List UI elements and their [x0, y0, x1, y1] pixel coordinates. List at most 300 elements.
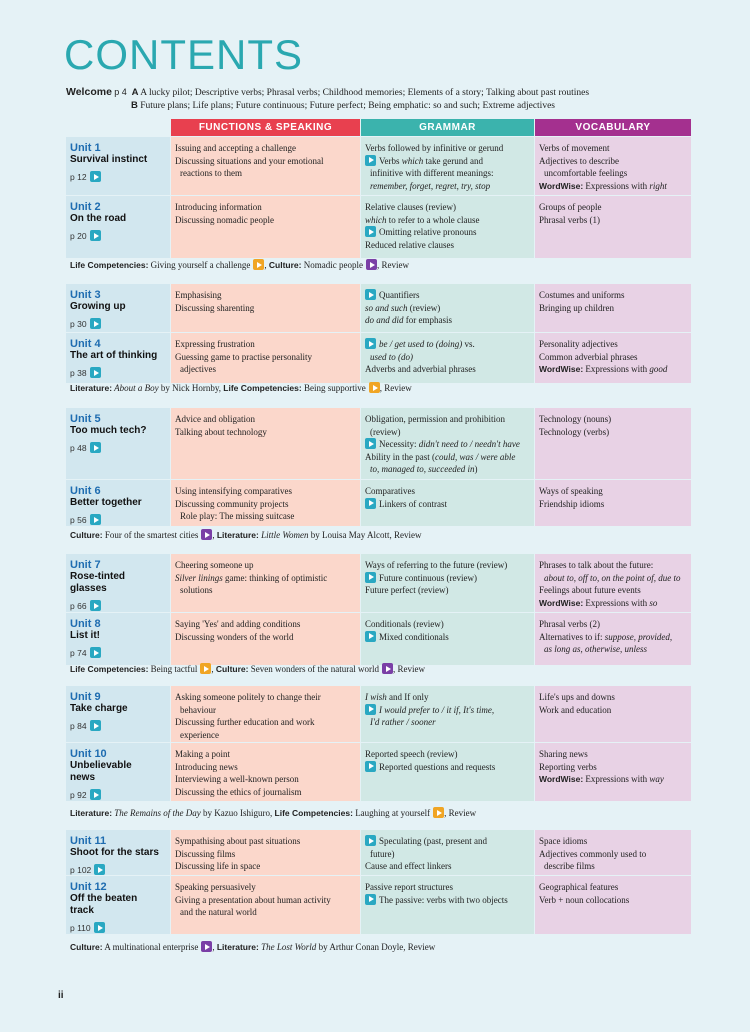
- unit-number: Unit 7: [70, 559, 101, 571]
- cell-line: Quantifiers: [365, 289, 530, 302]
- cell-line: Verbs which take gerund and: [365, 155, 530, 168]
- footer-label: Culture:: [70, 530, 103, 540]
- cell-line: WordWise: Expressions with good: [539, 364, 668, 374]
- video-play-icon[interactable]: [369, 382, 380, 393]
- cell-line: Making a point: [175, 749, 230, 759]
- grammar-cell: [361, 333, 534, 383]
- video-play-icon[interactable]: [253, 259, 264, 270]
- cell-line: uncomfortable feelings: [544, 168, 628, 178]
- cell-line: Ways of speaking: [539, 486, 603, 496]
- header-functions: FUNCTIONS & SPEAKING: [171, 119, 360, 136]
- functions-cell: [171, 480, 360, 526]
- video-play-icon[interactable]: [365, 438, 376, 449]
- unit-row: [66, 554, 691, 612]
- unit-row: [66, 480, 691, 526]
- footer-text: About a Boy: [112, 383, 159, 393]
- cell-line: Discussing the ethics of journalism: [175, 786, 302, 797]
- footer-label: Literature:: [70, 808, 113, 818]
- functions-cell: [171, 408, 360, 479]
- footer-text: Little Women: [258, 530, 309, 540]
- cell-line: WordWise: Expressions with so: [539, 597, 658, 608]
- cell-line: Emphasising: [175, 290, 222, 300]
- cell-line: Adverbs and adverbial phrases: [365, 364, 476, 374]
- footer-text: , Review: [379, 383, 412, 393]
- grammar-cell: [361, 137, 534, 195]
- cell-line: do and did for emphasis: [365, 315, 453, 325]
- footer-text: ,: [212, 942, 217, 952]
- cell-line: Interviewing a well-known person: [175, 774, 299, 784]
- functions-cell: [171, 137, 360, 195]
- cell-line: Discussing sharenting: [175, 302, 255, 313]
- welcome-b-text: Future plans; Life plans; Future continuous; Future perfect; Being emphatic: so and such; Extreme adjectives: [140, 100, 555, 111]
- cell-line: Linkers of contrast: [365, 498, 530, 511]
- unit-page-number: p 74: [70, 648, 87, 658]
- functions-cell: [171, 196, 360, 258]
- header-grammar: GRAMMAR: [361, 119, 534, 136]
- video-play-icon[interactable]: [365, 835, 376, 846]
- cell-line: Feelings about future events: [539, 585, 641, 595]
- cell-line: Adjectives to describe: [539, 155, 619, 166]
- unit-title: Take charge: [70, 703, 128, 714]
- footer-text: Giving yourself a challenge: [148, 260, 251, 270]
- wordwise-label: WordWise:: [539, 597, 584, 608]
- cell-line: Groups of people: [539, 202, 602, 212]
- cell-line: experience: [180, 729, 219, 740]
- cell-line: Silver linings game: thinking of optimistic: [175, 572, 328, 583]
- video-play-icon[interactable]: [90, 230, 101, 241]
- functions-cell: [171, 743, 360, 801]
- footer-label: Literature:: [70, 383, 113, 393]
- unit-page-number: p 12: [70, 172, 87, 182]
- vocabulary-cell: [535, 613, 691, 665]
- unit-title: news: [70, 772, 96, 783]
- unit-cell[interactable]: [66, 743, 170, 801]
- cell-line: Speculating (past, present and: [365, 835, 530, 848]
- cell-line: which to refer to a whole clause: [365, 214, 480, 225]
- unit-cell[interactable]: [66, 830, 170, 875]
- unit-number: Unit 9: [70, 691, 101, 703]
- unit-number: Unit 4: [70, 338, 101, 350]
- cell-line: Necessity: didn't need to / needn't have: [365, 438, 530, 451]
- unit-cell[interactable]: [66, 333, 170, 383]
- unit-row: [66, 196, 691, 258]
- footer-label: Culture:: [215, 664, 249, 674]
- unit-title: Too much tech?: [70, 425, 147, 436]
- unit-page-number: p 92: [70, 790, 87, 800]
- footer-text: ,: [264, 260, 269, 270]
- unit-title: glasses: [70, 583, 107, 594]
- cell-line: about to, off to, on the point of, due to: [544, 572, 681, 583]
- cell-line: future): [370, 848, 395, 859]
- functions-cell: [171, 876, 360, 934]
- vocabulary-cell: [535, 333, 691, 383]
- video-play-icon[interactable]: [90, 720, 101, 731]
- cell-line: Common adverbial phrases: [539, 351, 638, 362]
- cell-line: Discussing nomadic people: [175, 214, 274, 225]
- unit-number: Unit 6: [70, 485, 101, 497]
- cell-line: Reduced relative clauses: [365, 239, 454, 250]
- cell-line: and the natural world: [180, 907, 257, 917]
- unit-page: [70, 864, 166, 877]
- cell-line: Issuing and accepting a challenge: [175, 143, 296, 153]
- unit-number: Unit 2: [70, 201, 101, 213]
- video-play-icon[interactable]: [90, 647, 101, 658]
- grammar-cell: [361, 480, 534, 526]
- vocabulary-cell: [535, 284, 691, 332]
- functions-cell: [171, 613, 360, 665]
- unit-page: [70, 647, 166, 660]
- cell-line: Comparatives: [365, 486, 415, 496]
- unit-page-number: p 30: [70, 319, 87, 329]
- unit-number: Unit 1: [70, 142, 101, 154]
- video-play-icon[interactable]: [382, 663, 393, 674]
- cell-line: Saying 'Yes' and adding conditions: [175, 619, 301, 629]
- unit-cell[interactable]: [66, 613, 170, 665]
- cell-line: Guessing game to practise personality: [175, 351, 312, 362]
- footer-text: Seven wonders of the natural world: [248, 664, 379, 674]
- video-play-icon[interactable]: [365, 338, 376, 349]
- footer-text: Four of the smartest cities: [102, 530, 199, 540]
- footer-label: Culture:: [70, 942, 103, 952]
- cell-line: Cause and effect linkers: [365, 861, 452, 871]
- grammar-cell: [361, 613, 534, 665]
- unit-page: [70, 789, 166, 802]
- unit-page: [70, 922, 166, 935]
- unit-row: [66, 408, 691, 479]
- unit-page: [70, 318, 166, 331]
- unit-title: Shoot for the stars: [70, 847, 159, 858]
- footer-text: by Louisa May Alcott, Review: [308, 530, 422, 540]
- video-play-icon[interactable]: [365, 761, 376, 772]
- video-play-icon[interactable]: [90, 367, 101, 378]
- grammar-cell: [361, 554, 534, 612]
- video-play-icon[interactable]: [365, 155, 376, 166]
- video-play-icon[interactable]: [365, 894, 376, 905]
- cell-line: Reporting verbs: [539, 761, 597, 772]
- unit-title: Survival instinct: [70, 154, 148, 165]
- grammar-cell: [361, 408, 534, 479]
- unit-page: [70, 514, 166, 527]
- footer-text: A multinational enterprise: [102, 942, 199, 952]
- vocabulary-cell: [535, 686, 691, 742]
- unit-cell[interactable]: [66, 554, 170, 612]
- cell-line: solutions: [180, 585, 213, 595]
- footer-text: ,: [212, 530, 217, 540]
- vocabulary-cell: [535, 554, 691, 612]
- welcome-section: [66, 86, 589, 112]
- cell-line: Discussing wonders of the world: [175, 631, 294, 642]
- footer-text: , Review: [444, 808, 477, 818]
- cell-line: WordWise: Expressions with right: [539, 180, 667, 191]
- section-footer: [70, 941, 435, 953]
- unit-row: [66, 686, 691, 742]
- cell-line: Space idioms: [539, 836, 588, 846]
- footer-label: Life Competencies:: [70, 260, 149, 270]
- grammar-cell: [361, 686, 534, 742]
- cell-line: Introducing information: [175, 202, 262, 212]
- cell-line: Using intensifying comparatives: [175, 486, 292, 496]
- cell-line: I would prefer to / it if, It's time,: [365, 704, 530, 717]
- vocabulary-cell: [535, 408, 691, 479]
- cell-line: Work and education: [539, 704, 612, 715]
- cell-line: remember, forget, regret, try, stop: [370, 180, 491, 191]
- grammar-cell: [361, 284, 534, 332]
- cell-line: so and such (review): [365, 302, 441, 313]
- unit-cell[interactable]: [66, 284, 170, 332]
- cell-line: The passive: verbs with two objects: [365, 894, 530, 907]
- unit-title: On the road: [70, 213, 127, 224]
- cell-line: Life's ups and downs: [539, 692, 615, 702]
- video-play-icon[interactable]: [94, 922, 105, 933]
- unit-cell[interactable]: [66, 196, 170, 258]
- cell-line: Asking someone politely to change their: [175, 692, 321, 702]
- unit-row: [66, 830, 691, 875]
- unit-page-number: p 38: [70, 368, 87, 378]
- unit-page-number: p 66: [70, 601, 87, 611]
- cell-line: Sharing news: [539, 749, 588, 759]
- video-play-icon[interactable]: [200, 663, 211, 674]
- cell-line: used to (do): [370, 351, 413, 362]
- cell-line: reactions to them: [180, 168, 242, 178]
- cell-line: WordWise: Expressions with way: [539, 774, 664, 784]
- cell-line: Reported speech (review): [365, 749, 458, 759]
- cell-line: Expressing frustration: [175, 339, 255, 349]
- functions-cell: [171, 554, 360, 612]
- cell-line: Discussing films: [175, 848, 236, 859]
- grammar-cell: [361, 743, 534, 801]
- welcome-a-letter: A: [131, 87, 139, 98]
- unit-page: [70, 171, 166, 184]
- footer-label: Literature:: [216, 530, 259, 540]
- video-play-icon[interactable]: [94, 864, 105, 875]
- video-play-icon[interactable]: [201, 941, 212, 952]
- cell-line: Giving a presentation about human activity: [175, 894, 331, 905]
- cell-line: be / get used to (doing) vs.: [365, 338, 530, 351]
- cell-line: adjectives: [180, 364, 216, 374]
- unit-row: [66, 333, 691, 383]
- cell-line: Verbs followed by infinitive or gerund: [365, 143, 504, 153]
- functions-cell: [171, 333, 360, 383]
- cell-line: Sympathising about past situations: [175, 836, 301, 846]
- video-play-icon[interactable]: [365, 498, 376, 509]
- cell-line: Future perfect (review): [365, 585, 449, 595]
- video-play-icon[interactable]: [90, 442, 101, 453]
- cell-line: Phrasal verbs (1): [539, 214, 600, 225]
- unit-page: [70, 230, 166, 243]
- unit-row: [66, 613, 691, 665]
- welcome-page: p 4: [114, 87, 127, 97]
- section-footer: [70, 259, 409, 271]
- cell-line: Alternatives to if: suppose, provided,: [539, 631, 673, 642]
- footer-text: by Nick Hornby,: [158, 383, 224, 393]
- cell-line: Talking about technology: [175, 426, 267, 437]
- footer-text: The Remains of the Day: [112, 808, 201, 818]
- header-vocabulary: VOCABULARY: [535, 119, 691, 136]
- footer-text: , Review: [392, 664, 425, 674]
- cell-line: Geographical features: [539, 882, 619, 892]
- cell-line: Speaking persuasively: [175, 882, 256, 892]
- grammar-cell: [361, 830, 534, 875]
- cell-line: Discussing situations and your emotional: [175, 155, 324, 166]
- welcome-a-text: A lucky pilot; Descriptive verbs; Phrasal verbs; Childhood memories; Elements of a story; Talking about past routines: [140, 88, 590, 98]
- cell-line: describe films: [544, 861, 595, 871]
- cell-line: Ways of referring to the future (review): [365, 560, 508, 570]
- cell-line: Introducing news: [175, 761, 238, 772]
- footer-text: by Arthur Conan Doyle, Review: [316, 942, 436, 952]
- functions-cell: [171, 284, 360, 332]
- cell-line: I'd rather / sooner: [370, 717, 436, 727]
- unit-title: List it!: [70, 630, 100, 641]
- grammar-cell: [361, 196, 534, 258]
- cell-line: Costumes and uniforms: [539, 290, 625, 300]
- unit-page-number: p 20: [70, 231, 87, 241]
- unit-page: [70, 367, 166, 380]
- cell-line: behaviour: [180, 704, 216, 715]
- unit-page: [70, 600, 166, 613]
- cell-line: Reported questions and requests: [365, 761, 530, 774]
- cell-line: Future continuous (review): [365, 572, 530, 585]
- unit-number: Unit 5: [70, 413, 101, 425]
- unit-page-number: p 48: [70, 443, 87, 453]
- cell-line: Phrases to talk about the future:: [539, 560, 654, 570]
- cell-line: Advice and obligation: [175, 414, 255, 424]
- unit-row: [66, 284, 691, 332]
- footer-text: by Kazuo Ishiguro,: [200, 808, 275, 818]
- cell-line: Obligation, permission and prohibition: [365, 414, 505, 424]
- video-play-icon[interactable]: [90, 318, 101, 329]
- vocabulary-cell: [535, 196, 691, 258]
- unit-page: [70, 720, 166, 733]
- video-play-icon[interactable]: [366, 259, 377, 270]
- footer-text: Being supportive: [301, 383, 366, 393]
- unit-row: [66, 876, 691, 934]
- unit-cell[interactable]: [66, 408, 170, 479]
- unit-number: Unit 8: [70, 618, 101, 630]
- footer-text: Nomadic people: [301, 260, 363, 270]
- cell-line: Verbs of movement: [539, 143, 610, 153]
- unit-title: The art of thinking: [70, 350, 158, 361]
- unit-number: Unit 11: [70, 835, 107, 847]
- video-play-icon[interactable]: [365, 572, 376, 583]
- video-play-icon[interactable]: [90, 514, 101, 525]
- footer-text: The Lost World: [258, 942, 317, 952]
- cell-line: to, managed to, succeeded in): [370, 464, 478, 474]
- footer-text: ,: [211, 664, 216, 674]
- vocabulary-cell: [535, 830, 691, 875]
- cell-line: Relative clauses (review): [365, 202, 456, 212]
- cell-line: Verb + noun collocations: [539, 894, 630, 905]
- unit-number: Unit 3: [70, 289, 101, 301]
- section-footer: [70, 807, 476, 819]
- vocabulary-cell: [535, 480, 691, 526]
- wordwise-label: WordWise:: [539, 364, 584, 374]
- cell-line: Technology (nouns): [539, 414, 612, 424]
- unit-number: Unit 12: [70, 881, 107, 893]
- wordwise-label: WordWise:: [539, 774, 584, 784]
- cell-line: Passive report structures: [365, 882, 453, 892]
- cell-line: infinitive with different meanings:: [370, 168, 494, 178]
- vocabulary-cell: [535, 743, 691, 801]
- cell-line: I wish and If only: [365, 692, 429, 702]
- video-play-icon[interactable]: [90, 600, 101, 611]
- functions-cell: [171, 686, 360, 742]
- video-play-icon[interactable]: [433, 807, 444, 818]
- cell-line: Discussing community projects: [175, 498, 289, 509]
- unit-cell[interactable]: [66, 480, 170, 526]
- cell-line: Discussing further education and work: [175, 717, 315, 727]
- cell-line: as long as, otherwise, unless: [544, 644, 648, 654]
- unit-page-number: p 102: [70, 865, 92, 875]
- footer-label: Culture:: [268, 260, 302, 270]
- footer-label: Life Competencies:: [274, 808, 353, 818]
- cell-line: Technology (verbs): [539, 426, 610, 437]
- section-footer: [70, 529, 422, 541]
- cell-line: Friendship idioms: [539, 498, 605, 509]
- page-number: ii: [58, 990, 64, 1001]
- cell-line: Conditionals (review): [365, 619, 444, 629]
- unit-title: Rose-tinted: [70, 571, 125, 582]
- welcome-b-letter: B: [131, 99, 138, 111]
- unit-number: Unit 10: [70, 748, 107, 760]
- unit-title: Growing up: [70, 301, 126, 312]
- footer-label: Life Competencies:: [223, 383, 302, 393]
- footer-text: Being tactful: [148, 664, 198, 674]
- unit-cell[interactable]: [66, 137, 170, 195]
- section-footer: [70, 663, 425, 675]
- cell-line: Adjectives commonly used to: [539, 848, 647, 859]
- cell-line: Cheering someone up: [175, 560, 254, 570]
- cell-line: Mixed conditionals: [365, 631, 530, 644]
- unit-page: [70, 442, 166, 455]
- section-footer: [70, 382, 412, 394]
- video-play-icon[interactable]: [365, 226, 376, 237]
- cell-line: (review): [370, 426, 401, 437]
- grammar-cell: [361, 876, 534, 934]
- cell-line: Discussing life in space: [175, 861, 261, 871]
- vocabulary-cell: [535, 137, 691, 195]
- cell-line: Ability in the past (could, was / were able: [365, 451, 516, 462]
- video-play-icon[interactable]: [365, 631, 376, 642]
- cell-line: Personality adjectives: [539, 339, 618, 349]
- cell-line: Bringing up children: [539, 302, 614, 313]
- footer-text: , Review: [376, 260, 409, 270]
- video-play-icon[interactable]: [90, 789, 101, 800]
- vocabulary-cell: [535, 876, 691, 934]
- unit-page-number: p 110: [70, 923, 91, 933]
- unit-page-number: p 56: [70, 515, 87, 525]
- functions-cell: [171, 830, 360, 875]
- unit-row: [66, 137, 691, 195]
- welcome-label: Welcome: [66, 86, 112, 98]
- cell-line: Phrasal verbs (2): [539, 619, 600, 629]
- video-play-icon[interactable]: [201, 529, 212, 540]
- video-play-icon[interactable]: [365, 704, 376, 715]
- unit-page-number: p 84: [70, 721, 87, 731]
- footer-label: Literature:: [216, 942, 259, 952]
- unit-title: Unbelievable: [70, 760, 132, 771]
- cell-line: Role play: The missing suitcase: [180, 511, 295, 521]
- video-play-icon[interactable]: [365, 289, 376, 300]
- cell-line: Omitting relative pronouns: [365, 226, 530, 239]
- unit-row: [66, 743, 691, 801]
- page-title: CONTENTS: [64, 31, 303, 78]
- unit-title: Off the beaten: [70, 893, 138, 904]
- unit-cell[interactable]: [66, 876, 170, 934]
- footer-text: Laughing at yourself: [352, 808, 431, 818]
- unit-title: track: [70, 905, 94, 916]
- video-play-icon[interactable]: [90, 171, 101, 182]
- unit-cell[interactable]: [66, 686, 170, 742]
